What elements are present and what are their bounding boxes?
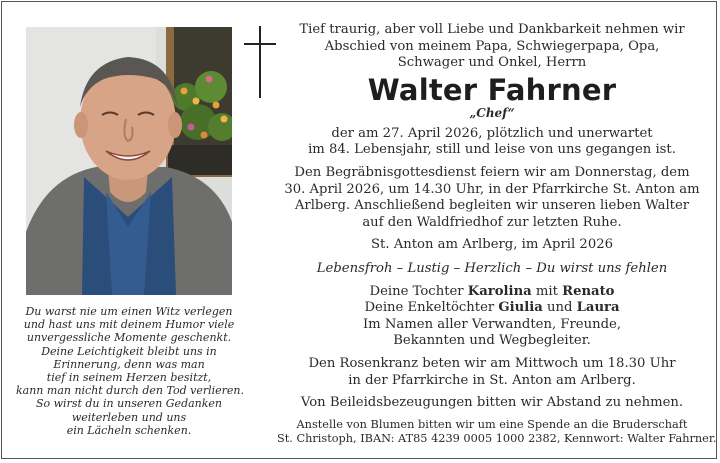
mourner-name: Karolina [467, 283, 532, 299]
memorial-line: und hast uns mit deinem Humor viele [23, 318, 235, 332]
mourner-text: mit [531, 283, 563, 299]
memorial-line: weiterleben und uns [71, 410, 187, 424]
donation-line: St. Christoph, IBAN: AT85 4239 0005 1000 2382, Kennwort: Walter Fahrner. [277, 432, 717, 446]
mourner-name: Laura [576, 300, 620, 316]
funeral-line: Arlberg. Anschließend begleiten wir unseren lieben Walter [294, 198, 690, 214]
mourner-text: Deine Enkeltöchter [364, 300, 499, 316]
rosary-notice [277, 356, 707, 389]
place-date: St. Anton am Arlberg, im April 2026 [370, 237, 613, 253]
memorial-line: Erinnerung, denn was man [53, 357, 205, 371]
memorial-line: tief in seinem Herzen besitzt, [46, 371, 212, 385]
intro [277, 22, 707, 72]
mourners [277, 284, 707, 350]
memorial-line: ein Lächeln schenken. [66, 423, 192, 437]
death-line: der am 27. April 2026, plötzlich und unerwartet [331, 125, 653, 141]
memorial-line: kann man nicht durch den Tod verlieren. [16, 384, 245, 398]
cross-icon [244, 26, 276, 98]
death-line: im 84. Lebensjahr, still und leise von uns gegangen ist. [308, 142, 676, 158]
memorial-line: unvergessliche Momente geschenkt. [26, 331, 232, 345]
rosary-line: in der Pfarrkirche in St. Anton am Arlberg. [348, 372, 636, 388]
acquaintances-line: Bekannten und Wegbegleiter. [393, 333, 591, 349]
condolences-notice: Von Beileidsbezeugungen bitten wir Abstand zu nehmen. [300, 395, 684, 411]
granddaughters-line [277, 300, 707, 317]
memorial-line: Du warst nie um einen Witz verlegen [25, 305, 233, 318]
daughter-line [277, 284, 707, 301]
motto: Lebensfroh – Lustig – Herzlich – Du wirst uns fehlen [316, 260, 668, 276]
memorial-text [16, 305, 245, 437]
rosary-line: Den Rosenkranz beten wir am Mittwoch um 18.30 Uhr [308, 355, 676, 371]
memorial-line: So wirst du in unseren Gedanken [35, 397, 223, 411]
obituary-card [1, 1, 717, 459]
mourner-name: Giulia [498, 300, 543, 316]
intro-line: Schwager und Onkel, Herrn [397, 55, 587, 71]
mourner-name: Renato [562, 283, 615, 299]
mourner-text: Deine Tochter [369, 283, 468, 299]
relatives-line: Im Namen aller Verwandten, Freunde, [362, 316, 622, 332]
death-notice [277, 126, 707, 159]
funeral-line: 30. April 2026, um 14.30 Uhr, in der Pfarrkirche St. Anton am [284, 181, 700, 197]
intro-line: Abschied von meinem Papa, Schwiegerpapa, Opa, [324, 38, 660, 54]
deceased-name: Walter Fahrner [367, 72, 617, 107]
funeral-line: auf den Waldfriedhof zur letzten Ruhe. [362, 214, 622, 230]
memorial-line: Deine Leichtigkeit bleibt uns in [41, 344, 217, 358]
mourner-text: und [542, 300, 577, 316]
portrait-photo [26, 27, 232, 295]
obituary-main-text [277, 22, 717, 447]
intro-line: Tief traurig, aber voll Liebe und Dankbarkeit nehmen wir [299, 22, 685, 37]
funeral-notice [277, 165, 707, 231]
funeral-line: Den Begräbnisgottesdienst feiern wir am Donnerstag, dem [294, 164, 690, 180]
donation-line: Anstelle von Blumen bitten wir um eine Spende an die Bruderschaft [296, 417, 688, 431]
donation-notice [277, 417, 717, 447]
nickname: „Chef“ [469, 105, 515, 120]
